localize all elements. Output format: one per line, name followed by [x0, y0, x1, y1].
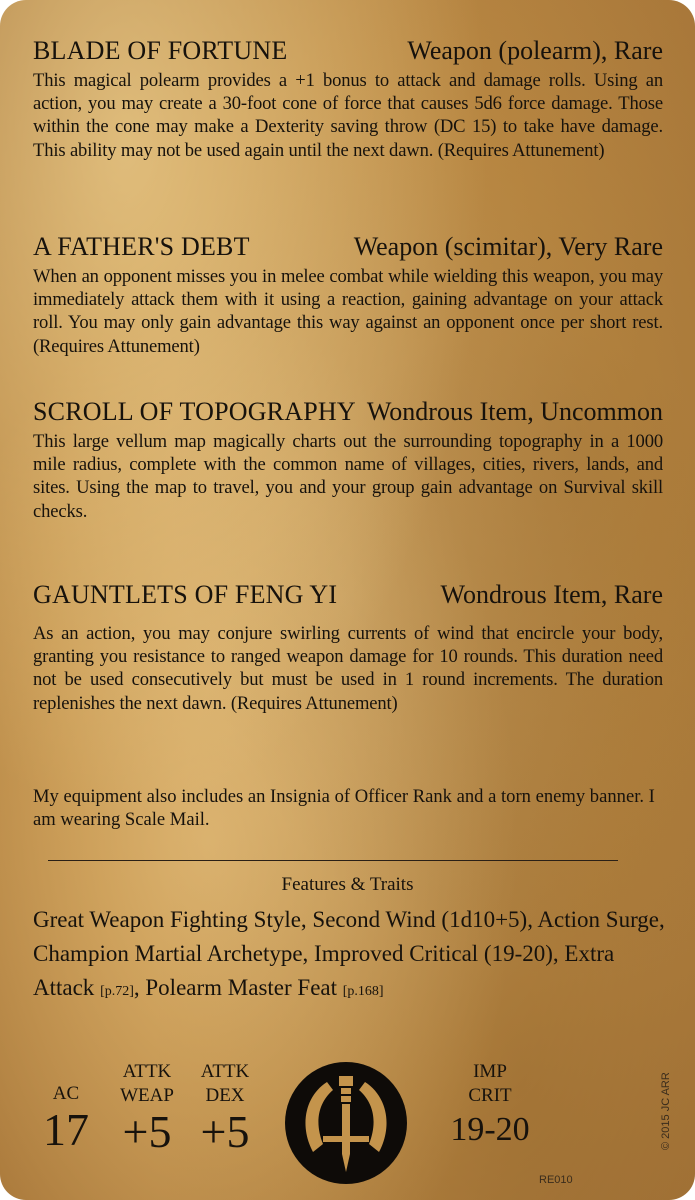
crossed-blade-shield-icon [283, 1060, 409, 1186]
item-type: Weapon (polearm), Rare [407, 36, 663, 65]
card-code: RE010 [539, 1174, 573, 1186]
item-name: GAUNTLETS OF FENG YI [33, 580, 338, 609]
features-heading: Features & Traits [281, 874, 414, 895]
item-name: A FATHER'S DEBT [33, 232, 250, 261]
item-description: This magical polearm provides a +1 bonus to attack and damage rolls. Using an action, you may create a 30-foot cone of force that causes 5d6 force damage. Those within the cone may make a Dexterity saving throw (DC 15) to take have damage. This ability may not be used again until the next dawn. (Requires Attunement) [33, 70, 663, 161]
copyright-text: © 2015 JC ARR [660, 1072, 672, 1150]
page-reference: [p.72] [100, 984, 134, 999]
stat-value: 19-20 [450, 1111, 530, 1148]
features-text: Great Weapon Fighting Style, Second Wind (1d10+5), Action Surge, Champion Martial Archetype, Improved Critical (19-20), Extra Attack [p.72], Polearm Master Feat [p.168] [33, 907, 665, 1000]
item-name: BLADE OF FORTUNE [33, 36, 288, 65]
page-reference: [p.168] [342, 984, 384, 999]
stat-attk-weap: ATTK WEAP +5 [112, 1060, 182, 1156]
stat-value: 17 [43, 1104, 89, 1155]
item-description: As an action, you may conjure swirling currents of wind that encircle your body, granting you resistance to ranged weapon damage for 10 rounds. This duration need not be used consecutively but must be used in 1 round increments. The duration replenishes the next dawn. (Requires Attunement) [33, 623, 663, 714]
item-scroll-of-topography [33, 397, 663, 523]
item-type: Wondrous Item, Rare [440, 580, 663, 609]
stat-value: +5 [122, 1106, 172, 1157]
divider [48, 860, 618, 861]
equipment-note: My equipment also includes an Insignia of Officer Rank and a torn enemy banner. I am wearing Scale Mail. [33, 786, 655, 831]
item-description: This large vellum map magically charts out the surrounding topography in a 1000 mile radius, complete with the common name of villages, cities, rivers, lands, and sites. Using the map to travel, you and your group gain advantage on Survival skill checks. [33, 431, 663, 522]
item-blade-of-fortune [33, 36, 663, 162]
stat-imp-crit: IMP CRIT 19-20 [440, 1060, 540, 1152]
item-name: SCROLL OF TOPOGRAPHY [33, 397, 356, 426]
item-gauntlets-of-feng-yi [33, 580, 663, 715]
stat-ac: AC 17 [38, 1082, 94, 1154]
item-a-fathers-debt [33, 232, 663, 358]
stat-attk-dex: ATTK DEX +5 [190, 1060, 260, 1156]
item-description: When an opponent misses you in melee combat while wielding this weapon, you may immediately attack them with it using a reaction, gaining advantage on your attack roll. You may only gain advantage this way against an opponent once per short rest. (Requires Attunement) [33, 266, 663, 357]
stat-value: +5 [200, 1106, 250, 1157]
item-type: Weapon (scimitar), Very Rare [353, 232, 663, 261]
item-type: Wondrous Item, Uncommon [366, 397, 663, 426]
